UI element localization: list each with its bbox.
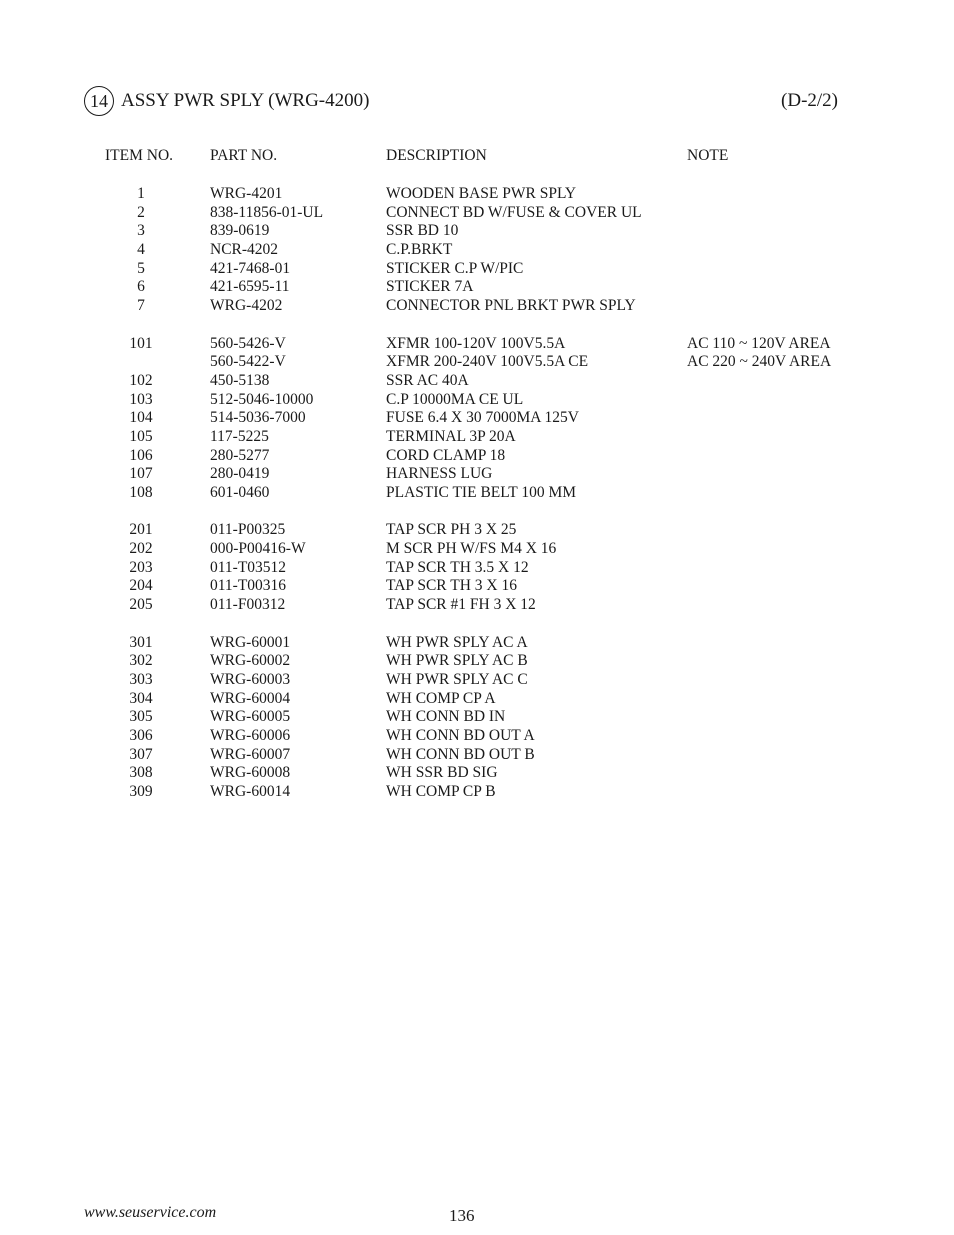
item-number: 102 <box>129 371 153 389</box>
item-number: 4 <box>137 241 145 259</box>
part-description: WH CONN BD IN <box>386 708 506 726</box>
part-number: WRG-60003 <box>210 670 291 688</box>
column-header-description: DESCRIPTION <box>386 147 487 164</box>
part-row <box>0 521 954 540</box>
part-description: C.P 10000MA CE UL <box>386 390 524 408</box>
item-number: 101 <box>129 334 153 352</box>
part-description: WOODEN BASE PWR SPLY <box>386 185 577 202</box>
item-number: 301 <box>129 633 153 651</box>
item-number: 1 <box>137 185 145 202</box>
item-number: 203 <box>129 558 153 576</box>
part-note: AC 110 ~ 120V AREA <box>687 334 831 352</box>
part-number: 421-7468-01 <box>210 259 291 277</box>
part-number: 280-0419 <box>210 465 270 483</box>
part-number: WRG-60006 <box>210 726 291 744</box>
part-row <box>0 746 954 765</box>
column-header-note: NOTE <box>687 147 729 164</box>
page-header <box>84 86 838 116</box>
parts-group <box>0 634 954 802</box>
part-number: 117-5225 <box>210 427 269 445</box>
part-row <box>0 241 954 260</box>
part-number: WRG-60002 <box>210 652 291 670</box>
part-number: 421-6595-11 <box>210 278 290 296</box>
part-description: WH PWR SPLY AC B <box>386 652 528 670</box>
item-number: 302 <box>129 652 153 670</box>
part-description: STICKER C.P W/PIC <box>386 259 524 277</box>
item-number: 306 <box>129 726 153 744</box>
part-description: WH COMP CP A <box>386 689 496 707</box>
part-description: SSR BD 10 <box>386 222 459 240</box>
part-row <box>0 391 954 410</box>
part-number: 560-5426-V <box>210 334 286 352</box>
page-reference: (D-2/2) <box>781 90 838 111</box>
part-number: 512-5046-10000 <box>210 390 314 408</box>
part-number: WRG-60014 <box>210 783 291 800</box>
part-number: 514-5036-7000 <box>210 409 306 427</box>
item-number: 107 <box>129 465 153 483</box>
parts-group <box>0 521 954 614</box>
item-number: 2 <box>137 203 145 221</box>
part-description: STICKER 7A <box>386 278 474 296</box>
part-row <box>0 577 954 596</box>
part-description: WH PWR SPLY AC C <box>386 670 528 688</box>
item-number: 103 <box>129 390 153 408</box>
part-row <box>0 428 954 447</box>
item-number: 108 <box>129 484 153 501</box>
item-number: 5 <box>137 259 145 277</box>
part-number: 011-T00316 <box>210 577 287 595</box>
part-row <box>0 260 954 279</box>
part-description: M SCR PH W/FS M4 X 16 <box>386 540 557 558</box>
part-description: WH SSR BD SIG <box>386 764 498 782</box>
part-number: WRG-60008 <box>210 764 291 782</box>
part-row <box>0 634 954 653</box>
part-row <box>0 671 954 690</box>
part-row <box>0 278 954 297</box>
part-row <box>0 465 954 484</box>
part-row <box>0 559 954 578</box>
part-number: NCR-4202 <box>210 241 279 259</box>
parts-group <box>0 335 954 503</box>
part-row <box>0 484 954 503</box>
item-number: 106 <box>129 446 153 464</box>
item-number: 7 <box>137 297 145 315</box>
part-number: WRG-60001 <box>210 633 291 651</box>
part-number: WRG-4202 <box>210 297 283 315</box>
part-number: 011-F00312 <box>210 596 286 614</box>
part-row <box>0 335 954 354</box>
footer-page-number: 136 <box>449 1206 475 1225</box>
part-number: 560-5422-V <box>210 353 286 371</box>
part-row <box>0 708 954 727</box>
part-note: AC 220 ~ 240V AREA <box>687 353 832 371</box>
column-headers <box>0 147 954 167</box>
part-row <box>0 783 954 802</box>
parts-group <box>0 185 954 316</box>
part-description: TAP SCR PH 3 X 25 <box>386 521 517 539</box>
column-header-part: PART NO. <box>210 147 278 164</box>
part-number: WRG-60005 <box>210 708 291 726</box>
part-row <box>0 596 954 615</box>
item-number: 308 <box>129 764 153 782</box>
item-number: 204 <box>129 577 153 595</box>
part-row <box>0 652 954 671</box>
part-row <box>0 372 954 391</box>
item-number: 205 <box>129 596 153 614</box>
part-row <box>0 353 954 372</box>
part-row <box>0 764 954 783</box>
part-number: WRG-4201 <box>210 185 283 202</box>
part-number: 280-5277 <box>210 446 270 464</box>
part-description: TAP SCR TH 3.5 X 12 <box>386 558 529 576</box>
part-number: 450-5138 <box>210 371 270 389</box>
part-description: C.P.BRKT <box>386 241 453 259</box>
item-number: 304 <box>129 689 153 707</box>
part-description: WH CONN BD OUT A <box>386 726 535 744</box>
page-title: ASSY PWR SPLY (WRG-4200) <box>121 90 370 111</box>
part-description: WH CONN BD OUT B <box>386 745 535 763</box>
item-number: 202 <box>129 540 153 558</box>
part-description: XFMR 100-120V 100V5.5A <box>386 334 566 352</box>
part-number: 011-T03512 <box>210 558 287 576</box>
footer-website: www.seuservice.com <box>84 1204 217 1221</box>
part-number: WRG-60007 <box>210 745 291 763</box>
part-row <box>0 297 954 316</box>
part-number: 839-0619 <box>210 222 270 240</box>
part-description: WH PWR SPLY AC A <box>386 633 528 651</box>
part-row <box>0 540 954 559</box>
part-description: CONNECT BD W/FUSE & COVER UL <box>386 203 642 221</box>
part-number: WRG-60004 <box>210 689 291 707</box>
part-description: CONNECTOR PNL BRKT PWR SPLY <box>386 297 636 315</box>
item-number: 309 <box>129 783 153 800</box>
section-number-badge: 14 <box>84 86 114 116</box>
item-number: 305 <box>129 708 153 726</box>
part-description: WH COMP CP B <box>386 783 496 800</box>
part-row <box>0 409 954 428</box>
item-number: 307 <box>129 745 153 763</box>
item-number: 104 <box>129 409 153 427</box>
part-number: 601-0460 <box>210 484 270 501</box>
item-number: 6 <box>137 278 145 296</box>
part-description: PLASTIC TIE BELT 100 MM <box>386 484 577 501</box>
part-row <box>0 447 954 466</box>
part-description: FUSE 6.4 X 30 7000MA 125V <box>386 409 579 427</box>
part-number: 011-P00325 <box>210 521 286 539</box>
parts-list <box>0 185 954 820</box>
part-number: 838-11856-01-UL <box>210 203 324 221</box>
part-description: TAP SCR TH 3 X 16 <box>386 577 517 595</box>
part-description: CORD CLAMP 18 <box>386 446 506 464</box>
part-description: TERMINAL 3P 20A <box>386 427 516 445</box>
part-row <box>0 690 954 709</box>
part-description: SSR AC 40A <box>386 371 469 389</box>
item-number: 3 <box>137 222 145 240</box>
part-row <box>0 204 954 223</box>
part-row <box>0 185 954 204</box>
item-number: 303 <box>129 670 153 688</box>
column-header-item: ITEM NO. <box>105 147 174 164</box>
part-description: TAP SCR #1 FH 3 X 12 <box>386 596 536 614</box>
part-description: XFMR 200-240V 100V5.5A CE <box>386 353 589 371</box>
part-row <box>0 727 954 746</box>
item-number: 105 <box>129 427 153 445</box>
item-number: 201 <box>129 521 153 539</box>
part-description: HARNESS LUG <box>386 465 493 483</box>
part-row <box>0 222 954 241</box>
part-number: 000-P00416-W <box>210 540 306 558</box>
